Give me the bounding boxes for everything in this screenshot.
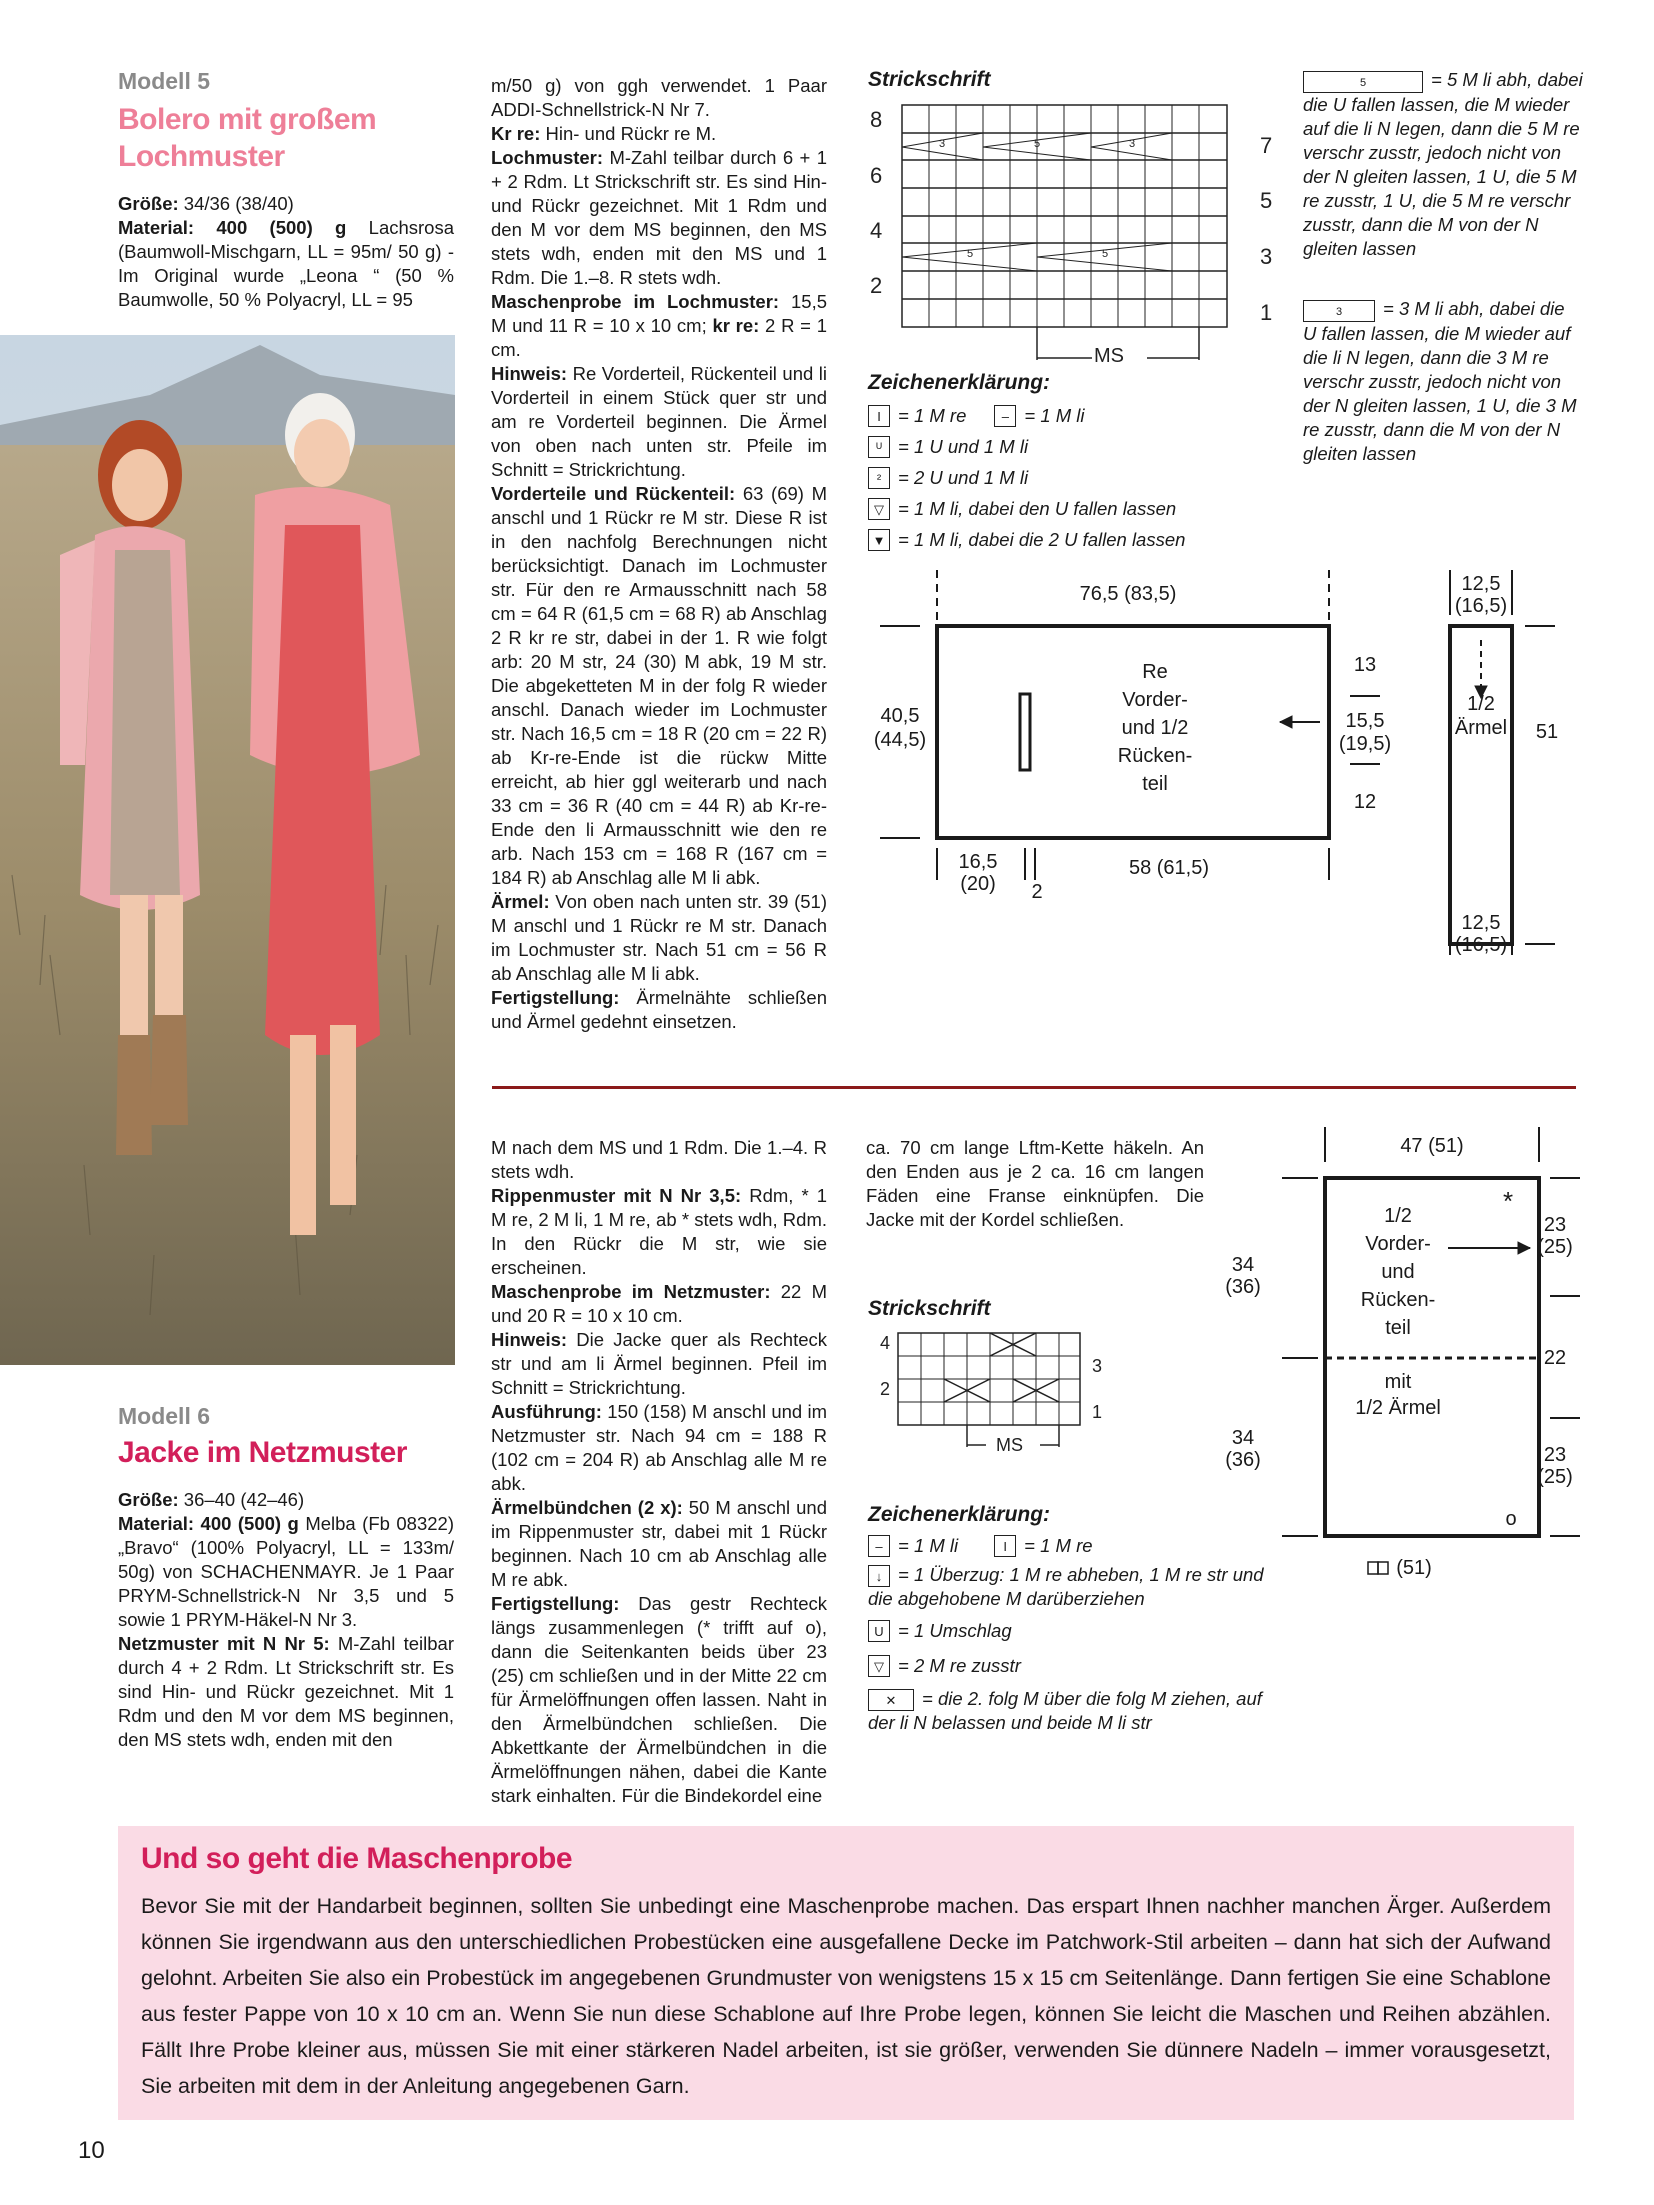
model6-schematic bbox=[1210, 1122, 1600, 1582]
drop-yarnover-symbol-icon: ▽ bbox=[868, 498, 890, 520]
schnitt5-left-2: (44,5) bbox=[873, 729, 927, 751]
schnitt6-left-a2: (36) bbox=[1225, 1276, 1261, 1298]
lochmuster-label: Lochmuster: bbox=[491, 147, 604, 168]
maschenprobe-box bbox=[118, 1826, 1574, 2120]
legend5-l2: = 1 U und 1 M li bbox=[898, 435, 1029, 457]
chart5-count-5: 5 bbox=[1101, 248, 1109, 260]
schnitt6-left-b2: (36) bbox=[1225, 1449, 1261, 1471]
rippen-text: Rdm, * 1 M re, 2 M li, 1 M re, ab * stets wdh, Rdm. In den Rückr die M str, wie sie erscheinen. bbox=[491, 1185, 827, 1278]
cross-5-symbol-icon bbox=[1303, 71, 1423, 93]
chart6-row-1: 1 bbox=[1092, 1402, 1103, 1422]
schnitt5-left-1: 40,5 bbox=[880, 705, 920, 727]
hinweis6-label: Hinweis: bbox=[491, 1329, 568, 1350]
ausf-label: Ausführung: bbox=[491, 1401, 602, 1422]
schnitt5-r12: 12 bbox=[1353, 791, 1377, 813]
purl6-symbol-icon: – bbox=[868, 1535, 890, 1557]
schnitt6-star: * bbox=[1502, 1186, 1514, 1216]
aermel-label: Ärmel: bbox=[491, 891, 550, 912]
model5-title-line2: Lochmuster bbox=[118, 140, 285, 173]
box-text: Bevor Sie mit der Handarbeit beginnen, sollten Sie unbedingt eine Maschenprobe machen. Das erspart Ihnen nachher manchen Ärger. Außerdem können Sie irgendwann aus den unterschiedlichen Probestücken eine ausgefallene Decke im Patchwork-Stil arbeiten – dann hat sich der Aufwand gelohnt. Arbeiten Sie also ein Probestück im angegebenen Grundmuster von wenigstens 15 x 15 cm Seitenlänge. Dann fertigen Sie eine Schablone aus fester Pappe von 10 x 10 cm an. Wenn Sie nun diese Schablone auf Ihre Probe legen, können Sie leicht die Maschen und Reihen abzählen. Fällt Ihre Probe kleiner aus, müssen Sie mit einer stärkeren Nadel arbeiten, ist sie größer, verwenden Sie dünnere Nadeln – immer vorausgesetzt, Sie arbeiten mit dem in der Anleitung angegebenen Garn. bbox=[141, 1894, 1551, 2098]
model5-col1 bbox=[118, 192, 454, 312]
schnitt6-m2: 1/2 Ärmel bbox=[1355, 1397, 1441, 1419]
schnitt6-r2: 22 bbox=[1543, 1347, 1567, 1369]
legend5-l1b: = 1 M li bbox=[1024, 404, 1085, 426]
legend5-l3: = 2 U und 1 M li bbox=[898, 466, 1029, 488]
schnitt5-sl-bot2: (16,5) bbox=[1454, 934, 1508, 956]
k2tog-symbol-icon: ▽ bbox=[868, 1655, 890, 1677]
chart5-row-8: 8 bbox=[870, 107, 883, 132]
vorderteile-label: Vorderteile und Rückenteil: bbox=[491, 483, 736, 504]
yarnover6-symbol-icon: U bbox=[868, 1620, 890, 1642]
chart5-count-2: 5 bbox=[1033, 138, 1041, 150]
legend5-l4: = 1 M li, dabei den U fallen lassen bbox=[898, 497, 1177, 519]
schnitt5-label-3: und 1/2 bbox=[1121, 717, 1189, 739]
groesse-value: 34/36 (38/40) bbox=[183, 193, 294, 214]
schnitt5-label-1: Re bbox=[1142, 661, 1168, 683]
buend-label: Ärmelbündchen (2 x): bbox=[491, 1497, 683, 1518]
netz-label: Netzmuster mit N Nr 5: bbox=[118, 1633, 330, 1654]
model5-legend-title: Zeichenerklärung: bbox=[868, 371, 1051, 394]
model5-label: Modell 5 bbox=[118, 68, 211, 94]
model5-col2 bbox=[491, 74, 827, 1034]
krre-text: Hin- und Rückr re M. bbox=[545, 123, 717, 144]
fertig6-label: Fertigstellung: bbox=[491, 1593, 620, 1614]
schnitt5-label-5: teil bbox=[1142, 773, 1168, 795]
schnitt5-sl-top1: 12,5 bbox=[1461, 573, 1501, 595]
chart5-row-6: 6 bbox=[870, 163, 883, 188]
groesse6-value: 36–40 (42–46) bbox=[183, 1489, 305, 1510]
chart5-count-4: 5 bbox=[966, 248, 974, 260]
intro6-text: M nach dem MS und 1 Rdm. Die 1.–4. R stets wdh. bbox=[491, 1137, 827, 1182]
schnitt6-r1b: (25) bbox=[1537, 1236, 1573, 1258]
schnitt6-r3b: (25) bbox=[1537, 1466, 1573, 1488]
material-value: Lachsrosa (Baumwoll-Mischgarn, LL = 95m/ 50 g) - Im Original wurde „Leona “ (50 % Baumwolle, 50 % Polyacryl, LL = 95 bbox=[118, 217, 455, 310]
groesse-label: Größe: bbox=[118, 193, 179, 214]
box-title: Und so geht die Maschenprobe bbox=[141, 1842, 573, 1875]
intro-text: m/50 g) von ggh verwendet. 1 Paar ADDI-Schnellstrick-N Nr 7. bbox=[491, 75, 827, 120]
schnitt6-left-a1: 34 bbox=[1231, 1254, 1255, 1276]
cross-5-count: 5 bbox=[1359, 77, 1367, 89]
schnitt6-left-b1: 34 bbox=[1231, 1427, 1255, 1449]
schnitt5-label-4: Rücken- bbox=[1117, 745, 1193, 767]
model6-col1 bbox=[118, 1488, 454, 1752]
model6-col3: ca. 70 cm lange Lftm-Kette häkeln. An den Enden aus je 2 ca. 16 cm langen Fäden eine Franse einknüpfen. Die Jacke mit der Kordel schließen. bbox=[866, 1137, 1204, 1230]
schnitt5-r13: 13 bbox=[1353, 654, 1377, 676]
schnitt6-circle: o bbox=[1505, 1508, 1517, 1530]
schnitt5-label-2: Vorder- bbox=[1122, 689, 1188, 711]
schnitt6-l5: teil bbox=[1385, 1317, 1411, 1339]
section-divider bbox=[492, 1086, 1576, 1089]
legend5-l1a: = 1 M re bbox=[898, 404, 967, 426]
chart5-row-5: 5 bbox=[1260, 188, 1273, 213]
aermel-text: Von oben nach unten str. 39 (51) M anschl und 1 Rückr re M str. Danach im Lochmuster str. Nach 51 cm = 56 R ab Anschlag alle M li abk. bbox=[491, 891, 828, 984]
schnitt6-l4: Rücken- bbox=[1360, 1289, 1436, 1311]
schnitt5-sl-51: 51 bbox=[1535, 721, 1559, 743]
model5-legend-right2 bbox=[1303, 297, 1583, 466]
cross-3-symbol-icon bbox=[1303, 300, 1375, 322]
legend6-l4: = 2 M re zusstr bbox=[898, 1654, 1021, 1676]
schnitt6-top: 47 (51) bbox=[1400, 1135, 1464, 1157]
probe6-text: 22 M und 20 R = 10 x 10 cm. bbox=[491, 1281, 827, 1326]
probe6-label: Maschenprobe im Netzmuster: bbox=[491, 1281, 771, 1302]
chart5-row-2: 2 bbox=[870, 273, 883, 298]
model6-title: Jacke im Netzmuster bbox=[118, 1436, 407, 1469]
legend6-l1b: = 1 M re bbox=[1024, 1534, 1093, 1556]
lochmuster-text: M-Zahl teilbar durch 6 + 1 + 2 Rdm. Lt Strickschrift str. Es sind Hin- und Rückr gezeichnet. Mit 1 Rdm und den M vor dem MS beginnen, den MS stets wdh, enden mit den MS und 1 Rdm. Die 1.–8. R stets wdh. bbox=[491, 147, 827, 288]
cross-3-count: 3 bbox=[1335, 306, 1343, 318]
model5-title bbox=[118, 101, 376, 175]
rippen-label: Rippenmuster mit N Nr 3,5: bbox=[491, 1185, 742, 1206]
material6-label: Material: 400 (500) g bbox=[118, 1513, 299, 1534]
model6-chart-title: Strickschrift bbox=[868, 1297, 991, 1320]
probe-kr-label: kr re: bbox=[712, 315, 760, 336]
schnitt6-r1a: 23 bbox=[1543, 1214, 1567, 1236]
schnitt5-bot-a1: 16,5 bbox=[958, 851, 998, 873]
purl-symbol-icon: – bbox=[994, 405, 1016, 427]
material-label: Material: 400 (500) g bbox=[118, 217, 347, 238]
model6-legend bbox=[868, 1530, 1268, 1735]
buend-text: 50 M anschl und im Rippenmuster str, dabei mit 1 Rückr beginnen. Nach 10 cm ab Anschlag alle M re abk. bbox=[491, 1497, 827, 1590]
schnitt5-bot-58: 58 (61,5) bbox=[1128, 857, 1210, 879]
slip-over-symbol-icon: ↓ bbox=[868, 1565, 890, 1587]
drop-two-yarnover-symbol-icon: ▼ bbox=[868, 529, 890, 551]
legend5-right1: = 5 M li abh, dabei die U fallen lassen, die M wieder auf die li N legen, dann die 5 M re verschr zusstr, jedoch nicht von der N gleiten lassen, 1 U, die 5 M re zusstr, 1 U, die 5 M re verschr zusstr, dann die M von der N gleiten lassen bbox=[1303, 69, 1583, 259]
hinweis6-text: Die Jacke quer als Rechteck str und am li Ärmel beginnen. Pfeil im Schnitt = Strickrichtung. bbox=[491, 1329, 827, 1398]
probe-text: 15,5 M und 11 R = 10 x 10 cm; bbox=[491, 291, 828, 336]
chart5-count-1: 3 bbox=[938, 138, 946, 150]
schnitt6-bottom: (51) bbox=[1396, 1557, 1432, 1579]
chart6-row-4: 4 bbox=[880, 1333, 891, 1353]
schnitt5-sl-label2: Ärmel bbox=[1454, 717, 1508, 739]
model5-legend bbox=[868, 400, 1288, 555]
chart5-count-3: 3 bbox=[1128, 138, 1136, 150]
knit-symbol-icon: I bbox=[868, 405, 890, 427]
chart6-row-2: 2 bbox=[880, 1379, 891, 1399]
chart5-row-3: 3 bbox=[1260, 244, 1273, 269]
fertig-text: Ärmelnähte schließen und Ärmel gedehnt einsetzen. bbox=[491, 987, 828, 1032]
schnitt6-l2: Vorder- bbox=[1365, 1233, 1431, 1255]
probe-label: Maschenprobe im Lochmuster: bbox=[491, 291, 780, 312]
chart5-row-4: 4 bbox=[870, 218, 883, 243]
schnitt5-r155a: 15,5 bbox=[1345, 710, 1385, 732]
schnitt6-l3: und bbox=[1381, 1261, 1415, 1283]
vorderteile-text: 63 (69) M anschl und 1 Rückr re M str. Diese R ist in den nachfolg Berechnungen nicht berücksichtigt. Danach im Lochmuster str. Für den re Armausschnitt nach 58 cm = 64 R (61,5 cm = 68 R) ab Anschlag 2 R kr re str, dabei in der 1. R wie folgt arb: 20 M str, 24 (30) M abk, 19 M str. Die abgeketteten M in der folg R wieder anschl. Danach wieder im Lochmuster str. Nach 16,5 cm = 18 R (20 cm = 22 R) ab Kr-re-Ende ist die rückw Mitte erreicht, ab hier ggl weiterarb und nach 33 cm = 36 R (40 cm = 44 R) ab Kr-re-Ende den li Armausschnitt wie den re arb. Nach 153 cm = 168 R (167 cm = 184 R) ab Anschlag alle M li abk. bbox=[491, 483, 827, 888]
chart5-ms: MS bbox=[1094, 345, 1124, 367]
legend5-l5: = 1 M li, dabei die 2 U fallen lassen bbox=[898, 528, 1186, 550]
double-yarnover-symbol-icon: ² bbox=[868, 467, 890, 489]
model5-photo bbox=[0, 335, 455, 1365]
model6-label: Modell 6 bbox=[118, 1403, 211, 1429]
hinweis-label: Hinweis: bbox=[491, 363, 568, 384]
fertig-label: Fertigstellung: bbox=[491, 987, 620, 1008]
model5-chart-title: Strickschrift bbox=[868, 68, 991, 91]
chart5-row-1: 1 bbox=[1260, 300, 1273, 325]
model6-col2 bbox=[491, 1136, 827, 1808]
groesse6-label: Größe: bbox=[118, 1489, 179, 1510]
model6-stitch-chart bbox=[868, 1325, 1128, 1465]
ausf-text: 150 (158) M anschl und im Netzmuster str. Nach 94 cm = 188 R (102 cm = 204 R) ab Anschlag alle M re abk. bbox=[491, 1401, 827, 1494]
schnitt5-sl-top2: (16,5) bbox=[1454, 595, 1508, 617]
schnitt5-top: 76,5 (83,5) bbox=[1079, 583, 1177, 605]
schnitt5-r155b: (19,5) bbox=[1338, 733, 1392, 755]
legend6-l5: = die 2. folg M über die folg M ziehen, auf der li N belassen und beide M li str bbox=[868, 1688, 1262, 1733]
schnitt6-l1: 1/2 bbox=[1384, 1205, 1412, 1227]
legend6-l1a: = 1 M li bbox=[898, 1534, 959, 1556]
yarnover-purl-symbol-icon: ᵁ bbox=[868, 436, 890, 458]
legend6-l2: = 1 Überzug: 1 M re abheben, 1 M re str und die abgehobene M darüberziehen bbox=[868, 1564, 1264, 1609]
netz-text: M-Zahl teilbar durch 4 + 2 Rdm. Lt Strickschrift str. Es sind Hin- und Rückr gezeichnet. Mit 1 Rdm und den M vor dem MS beginnen, den MS stets wdh, enden mit den bbox=[118, 1633, 455, 1750]
model5-legend-right1 bbox=[1303, 68, 1583, 261]
cross-stitch-symbol-icon: ✕ bbox=[868, 1689, 914, 1711]
model5-title-line1: Bolero mit großem bbox=[118, 103, 377, 136]
krre-label: Kr re: bbox=[491, 123, 541, 144]
schnitt5-bot-a2: (20) bbox=[960, 873, 996, 895]
model6-legend-title: Zeichenerklärung: bbox=[868, 1503, 1051, 1526]
schnitt6-r3a: 23 bbox=[1543, 1444, 1567, 1466]
chart5-row-7: 7 bbox=[1260, 133, 1273, 158]
chart6-row-3: 3 bbox=[1092, 1356, 1103, 1376]
legend5-right2: = 3 M li abh, dabei die U fallen lassen, die M wieder auf die li N legen, dann die 3 M re verschr zusstr, jedoch nicht von der N gleiten lassen, 1 U, die 3 M re zusstr, dann die M von der N gleiten lassen bbox=[1303, 298, 1577, 464]
schnitt5-sl-label1: 1/2 bbox=[1467, 693, 1495, 715]
chart6-ms: MS bbox=[996, 1435, 1023, 1455]
material6-value: Melba (Fb 08322) „Bravo“ (100% Polyacryl, LL = 133m/ 50g) von SCHACHENMAYR. Je 1 Paar PRYM-Schnellstrick-N Nr 3,5 und 5 sowie 1 PRYM-Häkel-N Nr 3. bbox=[118, 1513, 454, 1630]
probe-kr-text: 2 R = 1 cm. bbox=[491, 315, 827, 360]
schnitt5-sl-bot1: 12,5 bbox=[1461, 912, 1501, 934]
model5-stitch-chart bbox=[862, 100, 1282, 370]
page-number: 10 bbox=[78, 2137, 105, 2164]
schnitt5-bot-2: 2 bbox=[1031, 881, 1043, 903]
model5-schematic bbox=[873, 570, 1610, 960]
hinweis-text: Re Vorderteil, Rückenteil und li Vorderteil in einem Stück quer str und am re Vorderteil beginnen. Die Ärmel von oben nach unten str. Pfeile im Schnitt = Strickrichtung. bbox=[491, 363, 828, 480]
legend6-l3: = 1 Umschlag bbox=[898, 1619, 1012, 1641]
knit6-symbol-icon: I bbox=[994, 1535, 1016, 1557]
fertig6-text: Das gestr Rechteck längs zusammenlegen (* trifft auf o), dann die Seitenkanten beids über 23 (25) cm schließen und in der Mitte 22 cm für Ärmelöffnungen offen lassen. Naht in den Ärmelbündchen schließen. Die Abkettkante der Ärmelbündchen in die Ärmelöffnungen nähen, dabei die Kante stark einhalten. Für die Bindekordel eine bbox=[491, 1593, 827, 1806]
schnitt6-m1: mit bbox=[1384, 1371, 1412, 1393]
